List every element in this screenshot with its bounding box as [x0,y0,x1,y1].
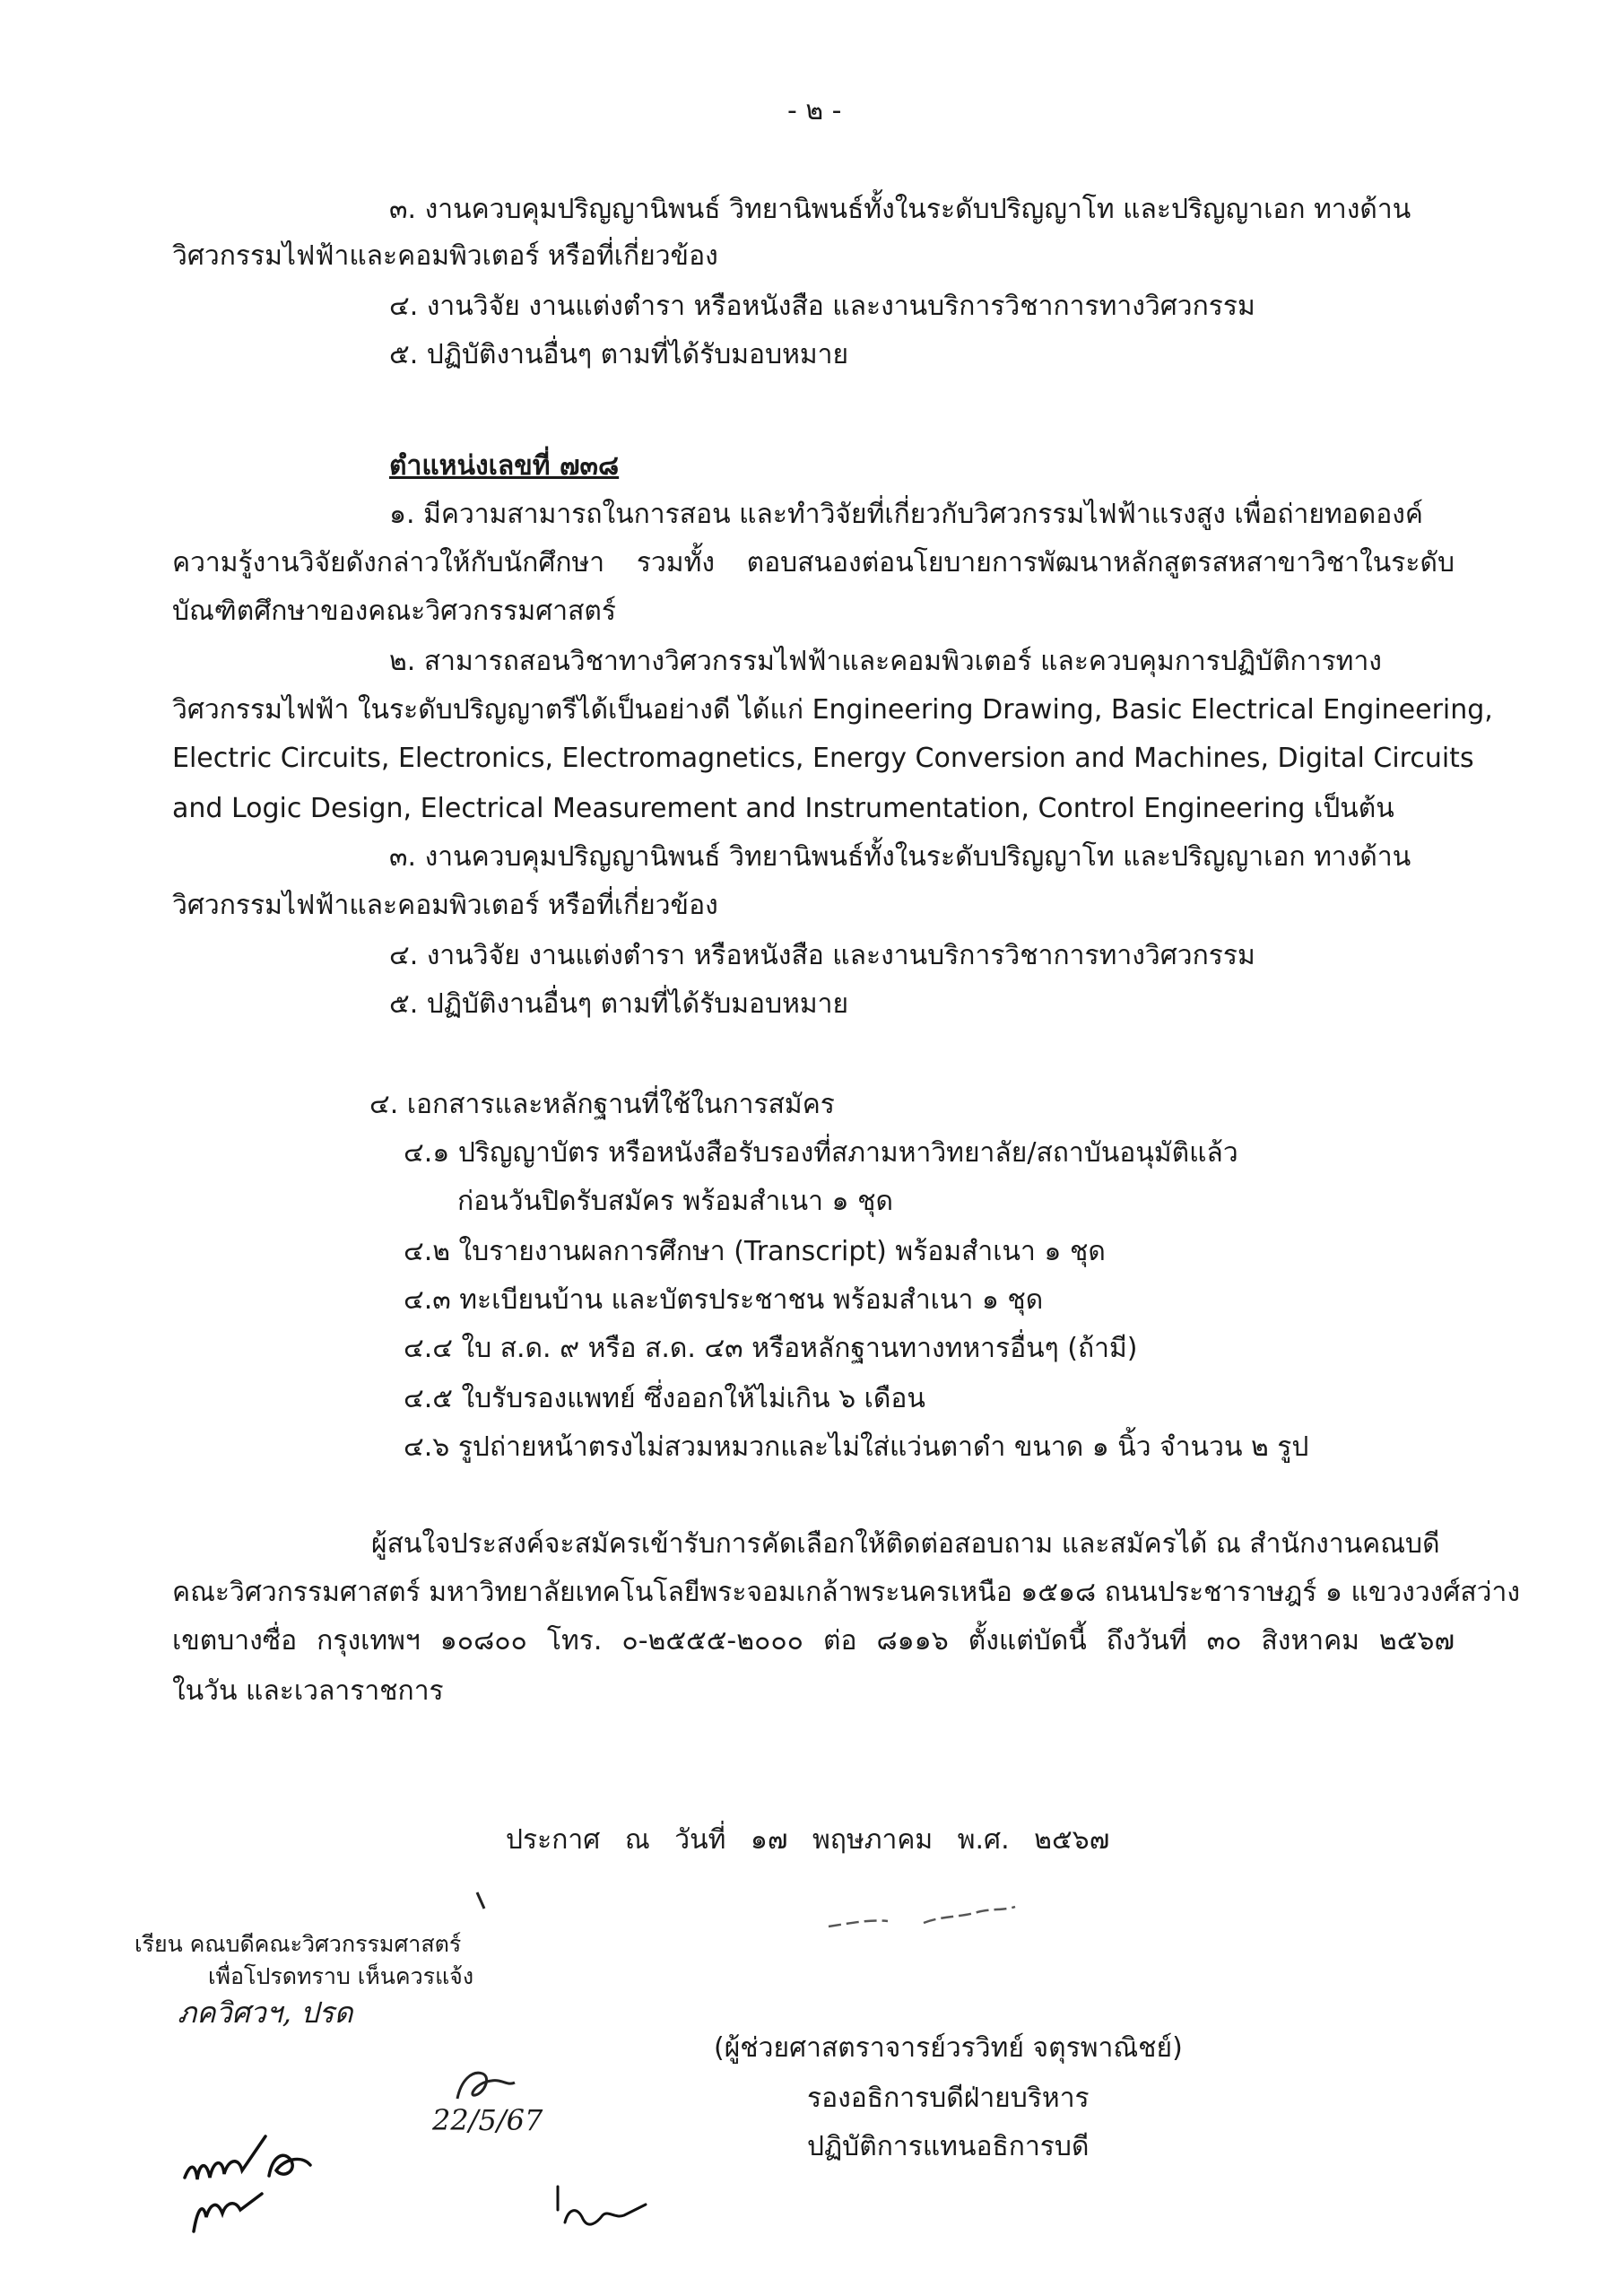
pos738-item-1-line-2: ความรู้งานวิจัยดังกล่าวให้กับนักศึกษา รวมทั้ง ตอบสนองต่อนโยบายการพัฒนาหลักสูตรสหสาขาวิชาในระดับ [172,547,1455,578]
contact-line-4: ในวัน และเวลาราชการ [172,1675,444,1707]
pos738-item-2-line-1: ๒. สามารถสอนวิชาทางวิศวกรรมไฟฟ้าและคอมพิวเตอร์ และควบคุมการปฏิบัติการทาง [389,646,1382,677]
signatory-title-1: รองอธิการบดีฝ่ายบริหาร [807,2083,1090,2114]
handwritten-signature [176,2124,409,2240]
routing-stamp-line-1: เรียน คณบดีคณะวิศวกรรมศาสตร์ [135,1931,462,1957]
pos738-item-4: ๔. งานวิจัย งานแต่งตำรา หรือหนังสือ และงานบริการวิชาการทางวิศวกรรม [389,940,1255,971]
pos738-item-3-line-1: ๓. งานควบคุมปริญญานิพนธ์ วิทยานิพนธ์ทั้งในระดับปริญญาโท และปริญญาเอก ทางด้าน [389,841,1411,873]
doc-item-3: ๔.๓ ทะเบียนบ้าน และบัตรประชาชน พร้อมสำเนา ๑ ชุด [404,1284,1044,1316]
page-number: - ๒ - [787,95,842,126]
pos738-item-2-line-3: Electric Circuits, Electronics, Electromagnetics, Energy Conversion and Machines, Digital Circuits [172,743,1474,774]
initials-signature [448,2063,529,2108]
doc-item-6: ๔.๖ รูปถ่ายหน้าตรงไม่สวมหมวกและไม่ใส่แว่นตาดำ ขนาด ๑ นิ้ว จำนวน ๒ รูป [404,1431,1309,1463]
signatory-title-2: ปฏิบัติการแทนอธิการบดี [807,2131,1090,2162]
doc-item-1-line-1: ๔.๑ ปริญญาบัตร หรือหนังสือรับรองที่สภามหาวิทยาลัย/สถาบันอนุมัติแล้ว [404,1137,1238,1169]
stray-mark [473,1889,491,1916]
announcement-date: ประกาศ ณ วันที่ ๑๗ พฤษภาคม พ.ศ. ๒๕๖๗ [506,1824,1110,1856]
prev-item-3-line-1: ๓. งานควบคุมปริญญานิพนธ์ วิทยานิพนธ์ทั้งในระดับปริญญาโท และปริญญาเอก ทางด้าน [389,194,1411,225]
pos738-item-2-line-4: and Logic Design, Electrical Measurement and Instrumentation, Control Engineering เป็นต้น [172,793,1394,824]
pos738-item-5: ๕. ปฏิบัติงานอื่นๆ ตามที่ได้รับมอบหมาย [389,988,849,1020]
prev-item-3-line-2: วิศวกรรมไฟฟ้าและคอมพิวเตอร์ หรือที่เกี่ยวข้อง [172,240,718,272]
signature-faint [825,1901,1022,1937]
documents-heading: ๔. เอกสารและหลักฐานที่ใช้ในการสมัคร [369,1089,835,1120]
position-738-heading: ตำแหน่งเลขที่ ๗๓๘ [389,450,620,482]
contact-line-2: คณะวิศวกรรมศาสตร์ มหาวิทยาลัยเทคโนโลยีพระจอมเกล้าพระนครเหนือ ๑๕๑๘ ถนนประชาราษฎร์ ๑ แขวงวงศ์สว่าง [172,1577,1521,1608]
prev-item-5: ๕. ปฏิบัติงานอื่นๆ ตามที่ได้รับมอบหมาย [389,339,849,370]
handwritten-date: 22/5/67 [432,2103,543,2137]
pos738-item-3-line-2: วิศวกรรมไฟฟ้าและคอมพิวเตอร์ หรือที่เกี่ยวข้อง [172,890,718,921]
doc-item-5: ๔.๕ ใบรับรองแพทย์ ซึ่งออกให้ไม่เกิน ๖ เดือน [404,1383,925,1414]
prev-item-4: ๔. งานวิจัย งานแต่งตำรา หรือหนังสือ และงานบริการวิชาการทางวิศวกรรม [389,291,1255,322]
pos738-item-1-line-1: ๑. มีความสามารถในการสอน และทำวิจัยที่เกี่ยวกับวิศวกรรมไฟฟ้าแรงสูง เพื่อถ่ายทอดองค์ [389,499,1423,530]
contact-line-3: เขตบางซื่อ กรุงเทพฯ ๑๐๘๐๐ โทร. ๐-๒๕๕๕-๒๐๐๐ ต่อ ๘๑๑๖ ตั้งแต่บัดนี้ ถึงวันที่ ๓๐ สิงหาคม ๒๕๖๗ [172,1625,1455,1657]
contact-line-1: ผู้สนใจประสงค์จะสมัครเข้ารับการคัดเลือกให้ติดต่อสอบถาม และสมัครได้ ณ สำนักงานคณบดี [371,1528,1440,1560]
initials-signature-2 [552,2183,660,2237]
routing-stamp-line-2: เพื่อโปรดทราบ เห็นควรแจ้ง [208,1963,474,1989]
doc-item-4: ๔.๔ ใบ ส.ด. ๙ หรือ ส.ด. ๔๓ หรือหลักฐานทางทหารอื่นๆ (ถ้ามี) [404,1333,1138,1364]
pos738-item-2-line-2: วิศวกรรมไฟฟ้า ในระดับปริญญาตรีได้เป็นอย่างดี ได้แก่ Engineering Drawing, Basic Electrical Engineering, [172,694,1493,726]
doc-item-2: ๔.๒ ใบรายงานผลการศึกษา (Transcript) พร้อมสำเนา ๑ ชุด [404,1236,1106,1267]
handwritten-note: ภควิศวฯ, ปรด [178,1996,353,2030]
pos738-item-1-line-3: บัณฑิตศึกษาของคณะวิศวกรรมศาสตร์ [172,596,616,627]
signatory-name: (ผู้ช่วยศาสตราจารย์วรวิทย์ จตุรพาณิชย์) [714,2032,1183,2064]
doc-item-1-line-2: ก่อนวันปิดรับสมัคร พร้อมสำเนา ๑ ชุด [457,1186,893,1217]
